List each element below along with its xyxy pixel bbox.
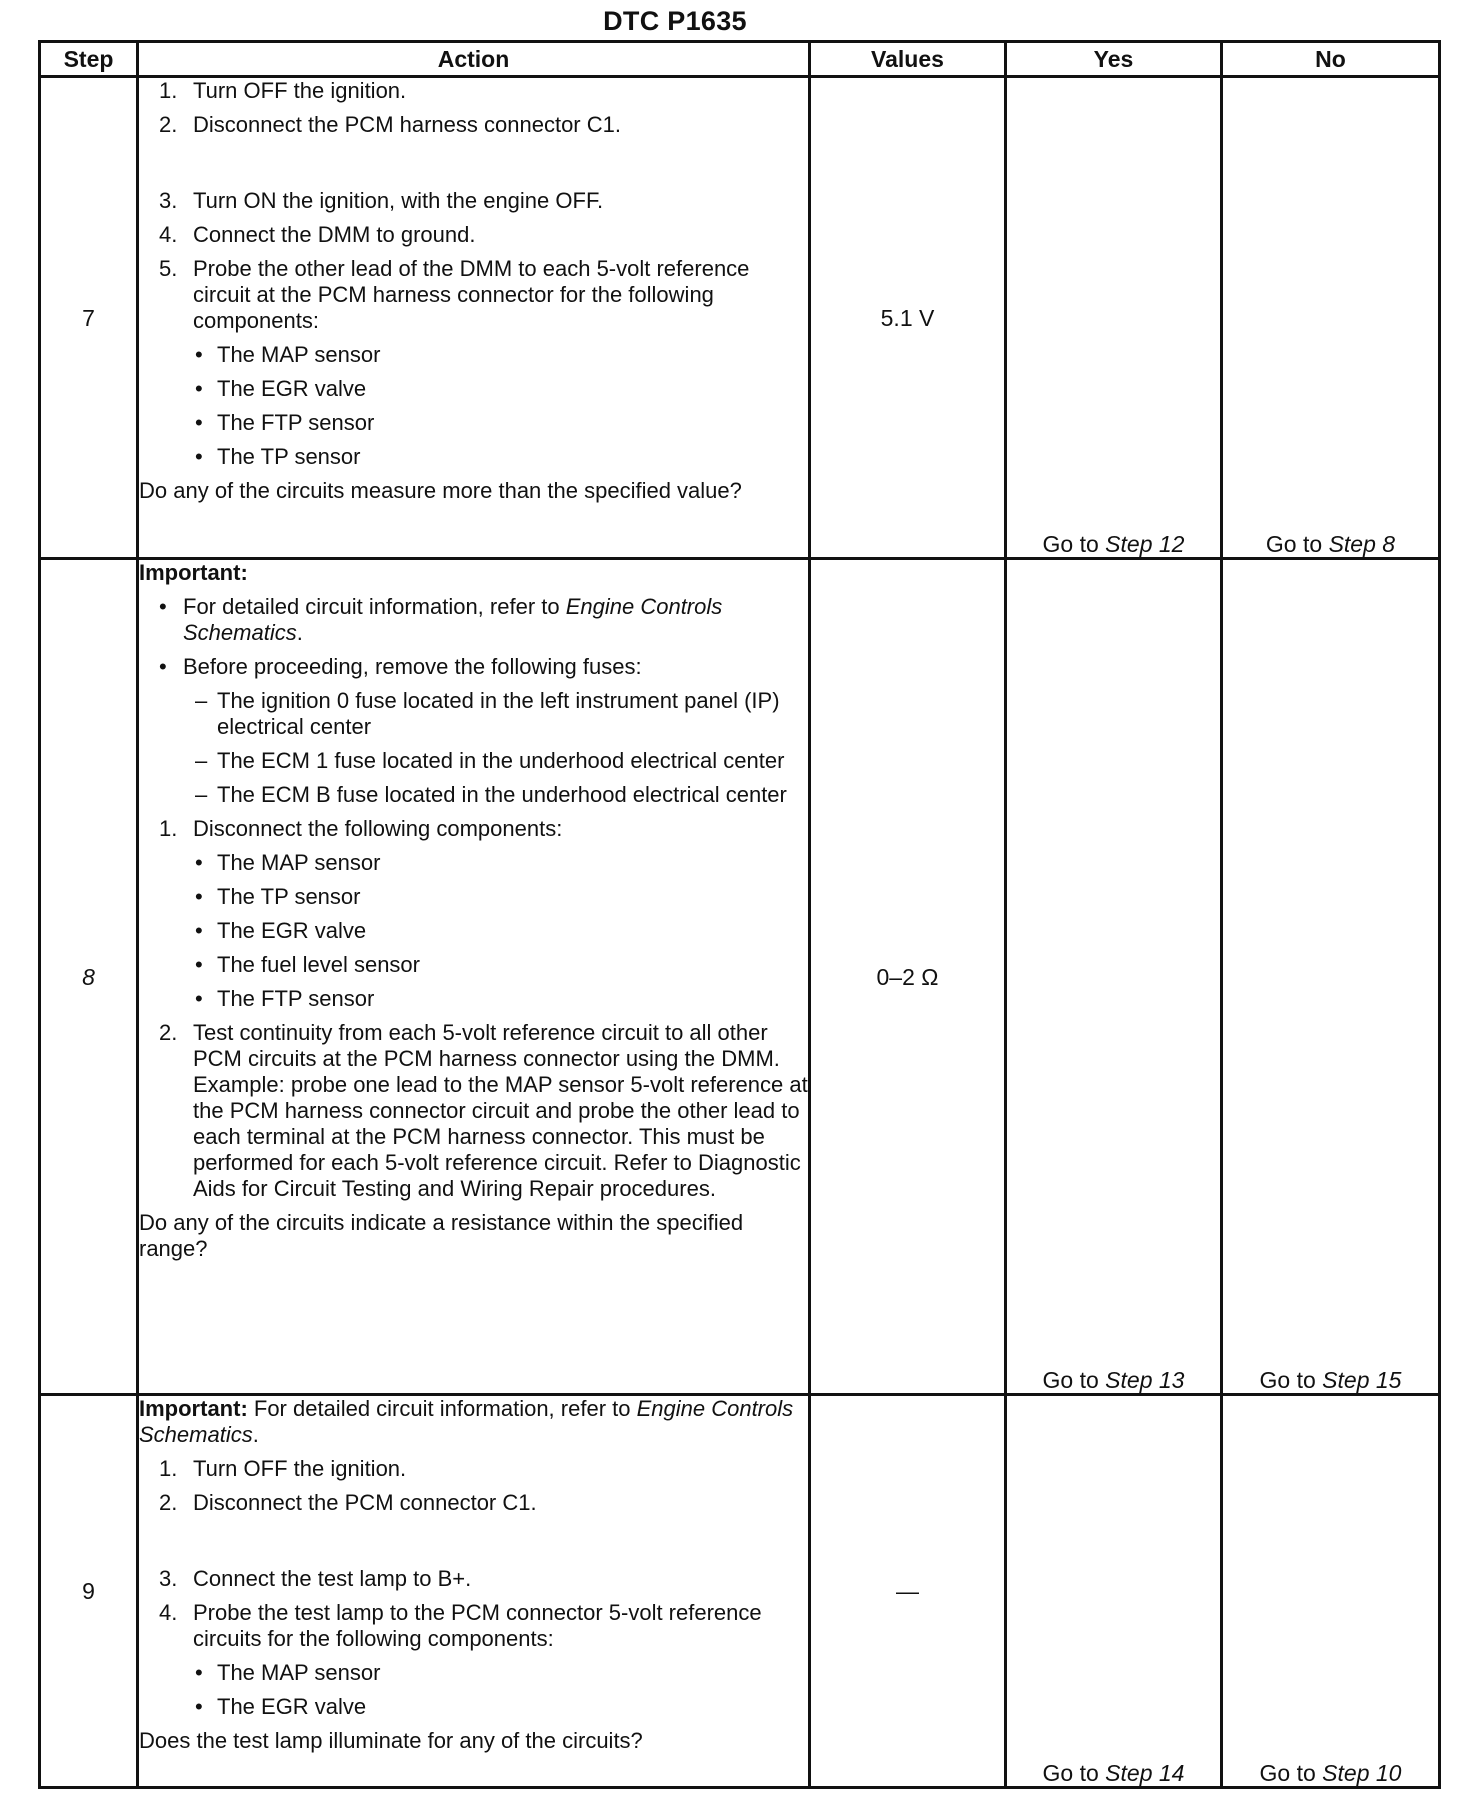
action-item — [159, 112, 808, 138]
action-item — [159, 1020, 808, 1202]
important-bullet — [159, 594, 808, 646]
item-number: 2. — [159, 1490, 178, 1515]
action-question: Do any of the circuits indicate a resistance within the specified range? — [139, 1210, 744, 1261]
fuse-item — [195, 782, 808, 808]
item-number: 1. — [159, 78, 178, 103]
step-number: 8 — [40, 559, 138, 1395]
no-step-link[interactable]: Step 15 — [1322, 1367, 1402, 1393]
action-question: Do any of the circuits measure more than the specified value? — [139, 478, 742, 503]
bullet-icon: • — [195, 410, 203, 435]
important-label: Important: — [139, 1396, 248, 1421]
no-step-link[interactable]: Step 10 — [1322, 1760, 1402, 1786]
no-cell — [1222, 559, 1440, 1395]
schematics-reference[interactable]: Engine Controls Schematics — [139, 1396, 794, 1447]
table-row-step-9 — [40, 1395, 1440, 1788]
table-row-step-8 — [40, 559, 1440, 1395]
yes-cell — [1006, 1395, 1222, 1788]
action-item — [159, 222, 808, 248]
action-question: Does the test lamp illuminate for any of the circuits? — [139, 1728, 643, 1753]
component-bullet — [195, 444, 808, 470]
bullet-text: The FTP sensor — [217, 410, 375, 435]
header-step: Step — [40, 42, 138, 77]
spacer — [139, 1524, 808, 1566]
component-bullet — [195, 850, 808, 876]
item-number: 1. — [159, 1456, 178, 1481]
yes-cell — [1006, 77, 1222, 559]
bullet-icon: • — [195, 376, 203, 401]
punctuation: . — [296, 620, 303, 645]
bullet-icon: • — [195, 444, 203, 469]
bullet-icon: • — [159, 594, 167, 619]
bullet-text: The EGR valve — [217, 1694, 367, 1719]
punctuation: . — [252, 1422, 259, 1447]
item-text: Connect the test lamp to B+. — [193, 1566, 472, 1591]
step-number: 9 — [40, 1395, 138, 1788]
item-number: 3. — [159, 188, 178, 213]
header-action: Action — [138, 42, 810, 77]
value-cell: 0–2 Ω — [810, 559, 1006, 1395]
important-text: Before proceeding, remove the following fuses: — [183, 654, 642, 679]
fuse-text: The ECM 1 fuse located in the underhood electrical center — [217, 748, 785, 773]
action-item — [159, 188, 808, 214]
component-bullet — [195, 410, 808, 436]
fuse-item — [195, 748, 808, 774]
important-note — [139, 1396, 808, 1448]
go-to-text: Go to — [1265, 531, 1329, 557]
item-text: Probe the test lamp to the PCM connector 5-volt reference circuits for the following components: — [193, 1600, 762, 1651]
go-to-text: Go to — [1042, 531, 1106, 557]
yes-step-link[interactable]: Step 14 — [1105, 1760, 1185, 1786]
action-item — [159, 1566, 808, 1592]
action-item — [159, 1490, 808, 1516]
component-bullet — [195, 952, 808, 978]
action-item — [159, 1600, 808, 1652]
item-number: 2. — [159, 1020, 178, 1045]
component-bullet — [195, 342, 808, 368]
component-bullet — [195, 884, 808, 910]
component-bullet — [195, 986, 808, 1012]
action-item — [159, 1456, 808, 1482]
bullet-text: The fuel level sensor — [217, 952, 420, 977]
yes-cell — [1006, 559, 1222, 1395]
bullet-icon: • — [195, 850, 203, 875]
no-cell — [1222, 1395, 1440, 1788]
dtc-table — [38, 40, 1441, 1789]
action-cell — [138, 77, 810, 559]
header-yes: Yes — [1006, 42, 1222, 77]
header-values: Values — [810, 42, 1006, 77]
bullet-icon: • — [195, 986, 203, 1011]
item-number: 1. — [159, 816, 178, 841]
action-cell — [138, 559, 810, 1395]
fuse-text: The ECM B fuse located in the underhood electrical center — [217, 782, 787, 807]
component-bullet — [195, 918, 808, 944]
important-text: For detailed circuit information, refer to — [247, 1396, 637, 1421]
bullet-text: The EGR valve — [217, 918, 367, 943]
go-to-text: Go to — [1259, 1367, 1323, 1393]
value-cell: 5.1 V — [810, 77, 1006, 559]
document-title: DTC P1635 — [603, 6, 747, 36]
yes-step-link[interactable]: Step 13 — [1105, 1367, 1185, 1393]
item-text: Test continuity from each 5-volt reference circuit to all other PCM circuits at the PCM harness connector using the DMM. Example: probe one lead to the MAP sensor 5-volt reference at the PCM harness connector circuit and probe the other lead to each terminal at the PCM harness connector. This must be performed for each 5-volt reference circuit. Refer to Diagnostic Aids for Circuit Testing and Wiring Repair procedures. — [193, 1020, 808, 1201]
item-text: Disconnect the following components: — [193, 816, 563, 841]
item-text: Turn OFF the ignition. — [193, 1456, 407, 1481]
bullet-text: The FTP sensor — [217, 986, 375, 1011]
component-bullet — [195, 376, 808, 402]
go-to-text: Go to — [1259, 1760, 1323, 1786]
component-bullet — [195, 1694, 808, 1720]
dash-icon: – — [195, 782, 208, 807]
no-cell — [1222, 77, 1440, 559]
table-row-step-7 — [40, 77, 1440, 559]
important-heading — [139, 560, 808, 586]
bullet-icon: • — [195, 952, 203, 977]
bullet-text: The TP sensor — [217, 884, 361, 909]
item-text: Turn ON the ignition, with the engine OFF. — [193, 188, 604, 213]
spacer — [139, 146, 808, 188]
bullet-icon: • — [195, 1660, 203, 1685]
item-text: Disconnect the PCM harness connector C1. — [193, 112, 621, 137]
schematics-reference[interactable]: Engine Controls Schematics — [183, 594, 723, 645]
table-header-row — [40, 42, 1440, 77]
bullet-text: The MAP sensor — [217, 342, 381, 367]
bullet-text: The TP sensor — [217, 444, 361, 469]
header-no: No — [1222, 42, 1440, 77]
component-bullet — [195, 1660, 808, 1686]
action-item — [159, 256, 808, 334]
fuse-text: The ignition 0 fuse located in the left instrument panel (IP) electrical center — [217, 688, 780, 739]
action-cell — [138, 1395, 810, 1788]
bullet-icon: • — [159, 654, 167, 679]
go-to-text: Go to — [1042, 1367, 1106, 1393]
step-number: 7 — [40, 77, 138, 559]
item-number: 4. — [159, 1600, 178, 1625]
fuse-item — [195, 688, 808, 740]
bullet-icon: • — [195, 342, 203, 367]
dash-icon: – — [195, 748, 208, 773]
important-label: Important: — [139, 560, 248, 585]
action-item — [159, 78, 808, 104]
bullet-text: The EGR valve — [217, 376, 367, 401]
item-text: Disconnect the PCM connector C1. — [193, 1490, 537, 1515]
important-text: For detailed circuit information, refer to — [183, 594, 566, 619]
item-text: Turn OFF the ignition. — [193, 78, 407, 103]
bullet-icon: • — [195, 918, 203, 943]
important-bullet — [159, 654, 808, 680]
bullet-text: The MAP sensor — [217, 850, 381, 875]
item-number: 5. — [159, 256, 178, 281]
dash-icon: – — [195, 688, 208, 713]
item-number: 4. — [159, 222, 178, 247]
bullet-icon: • — [195, 1694, 203, 1719]
item-text: Probe the other lead of the DMM to each 5-volt reference circuit at the PCM harness connector for the following components: — [193, 256, 750, 333]
go-to-text: Go to — [1042, 1760, 1106, 1786]
bullet-icon: • — [195, 884, 203, 909]
no-step-link[interactable]: Step 8 — [1328, 531, 1396, 557]
bullet-text: The MAP sensor — [217, 1660, 381, 1685]
item-number: 3. — [159, 1566, 178, 1591]
yes-step-link[interactable]: Step 12 — [1105, 531, 1185, 557]
item-number: 2. — [159, 112, 178, 137]
value-cell: — — [810, 1395, 1006, 1788]
item-text: Connect the DMM to ground. — [193, 222, 476, 247]
action-item — [159, 816, 808, 842]
